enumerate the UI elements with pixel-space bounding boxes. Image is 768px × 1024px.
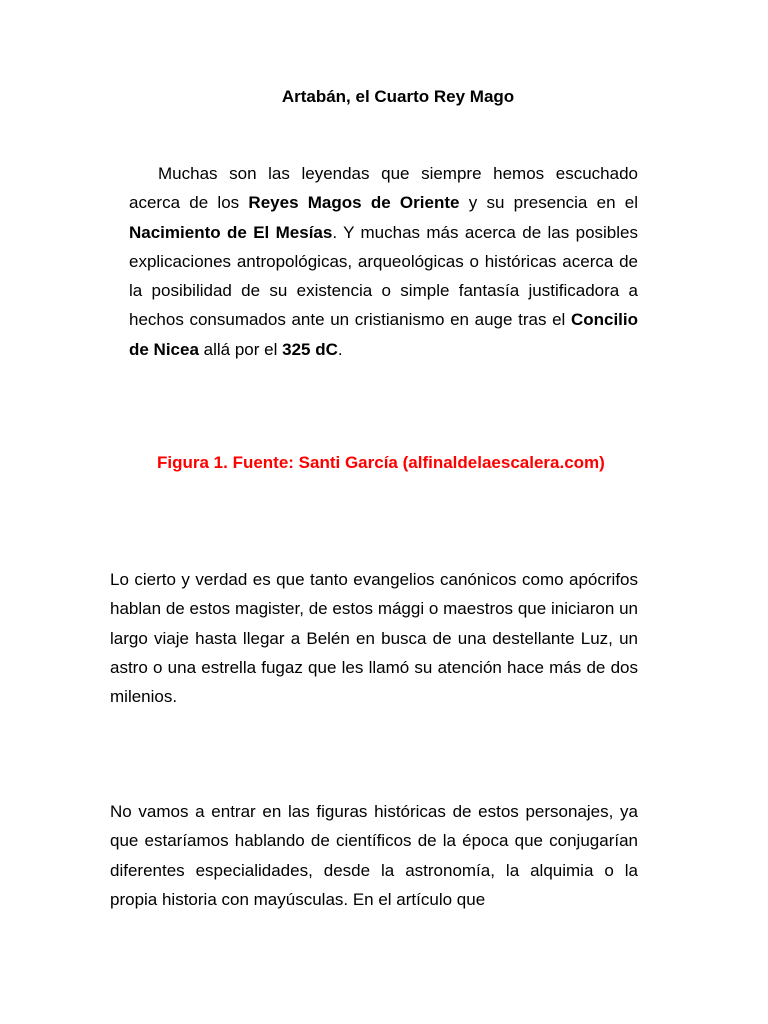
paragraph-evangelios: Lo cierto y verdad es que tanto evangelios canónicos como apócrifos hablan de estos magister, de estos mággi o maestros que iniciaron un largo viaje hasta llegar a Belén en busca de una destellante Luz, un astro o una estrella fugaz que les llamó su atención hace más de dos milenios. bbox=[110, 570, 638, 707]
paragraph-intro-text-5: . bbox=[337, 339, 343, 359]
paragraph-intro-text-4: allá por el bbox=[198, 339, 283, 359]
bold-reyes-magos: Reyes Magos de Oriente bbox=[248, 193, 460, 213]
paragraph-intro-text-1: Muchas son las leyendas que siempre hemos escuchado acerca de los bbox=[129, 164, 638, 213]
paragraph-intro-text-2: y su presencia en el bbox=[459, 193, 639, 213]
paragraph-figuras: No vamos a entrar en las figuras históricas de estos personajes, ya que estaríamos hablando de científicos de la época que conjugarían diferentes especialidades, desde la astronomía, la alquimia o la propia historia con mayúsculas. En el artículo que bbox=[110, 802, 638, 909]
figure-caption: Figura 1. Fuente: Santi García (alfinaldelaescalera.com) bbox=[157, 453, 605, 472]
document-title: Artabán, el Cuarto Rey Mago bbox=[281, 87, 515, 106]
bold-concilio: Concilio de Nicea bbox=[129, 310, 638, 359]
bold-nacimiento: Nacimiento de El Mesías bbox=[129, 222, 333, 242]
paragraph-intro-text-3: . Y muchas más acerca de las posibles explicaciones antropológicas, arqueológicas o históricas acerca de la posibilidad de su existencia o simple fantasía justificadora a hechos consumados ante un cristianismo en auge tras el bbox=[129, 222, 638, 330]
bold-date: 325 dC bbox=[282, 339, 338, 359]
paragraph-intro bbox=[129, 159, 638, 364]
